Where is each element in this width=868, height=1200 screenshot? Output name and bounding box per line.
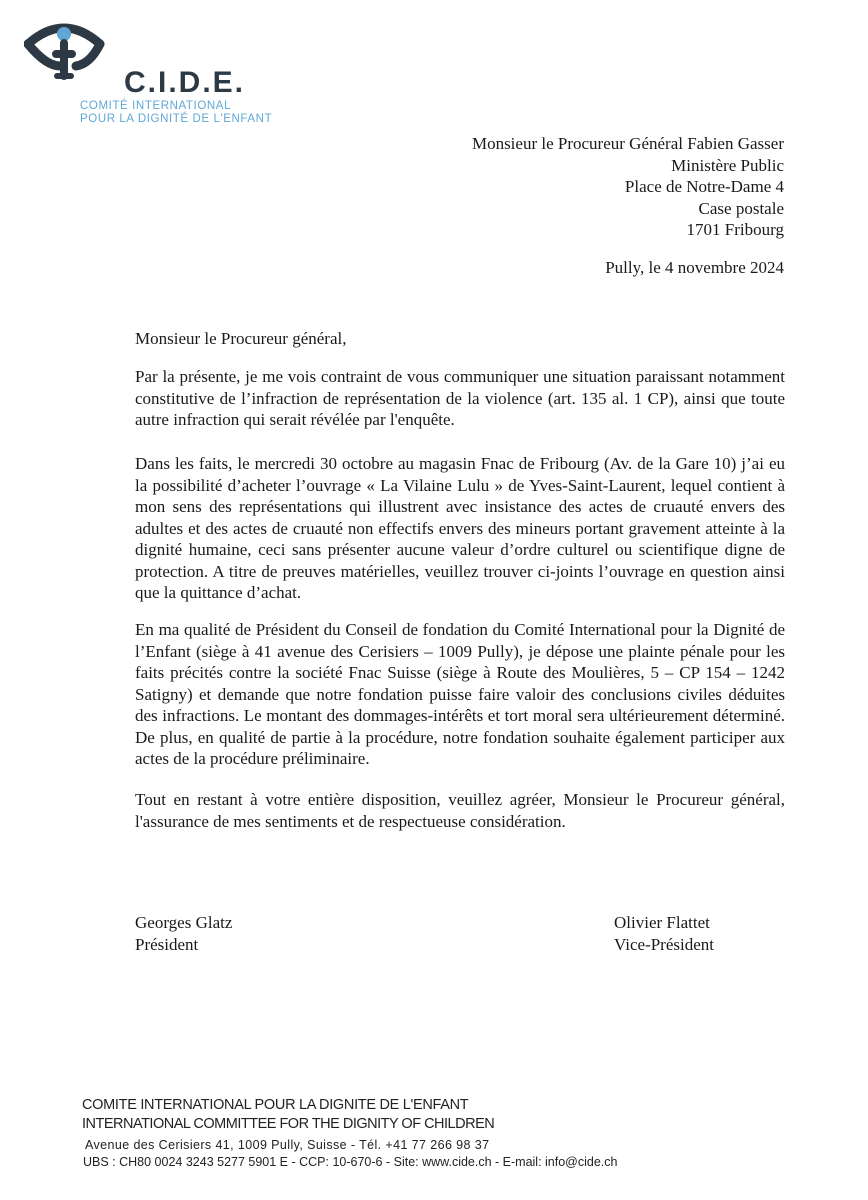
paragraph-4: Tout en restant à votre entière disposition, veuillez agréer, Monsieur le Procureur général, l'assurance de mes sentiments et de respectueuse considération. (135, 790, 785, 831)
recipient-street: Place de Notre-Dame 4 (624, 177, 784, 196)
organization-subtitle (80, 100, 272, 126)
letter-footer (82, 1096, 617, 1171)
letter-date: Pully, le 4 novembre 2024 (605, 258, 784, 277)
letterhead-logo (24, 14, 304, 124)
signature-right (614, 912, 714, 955)
footer-address: Avenue des Cerisiers 41, 1009 Pully, Suisse - Tél. +41 77 266 98 37 (85, 1138, 490, 1152)
signatory-name-right: Olivier Flattet (614, 913, 710, 932)
eye-child-logo-icon (24, 14, 134, 84)
footer-name-en: INTERNATIONAL COMMITTEE FOR THE DIGNITY OF CHILDREN (82, 1116, 495, 1132)
signatory-title-right: Vice-Président (614, 934, 714, 954)
recipient-office: Ministère Public (671, 155, 784, 175)
paragraph-2: Dans les faits, le mercredi 30 octobre au magasin Fnac de Fribourg (Av. de la Gare 10) j’ai eu la possibilité d’acheter l’ouvrage « La Vilaine Lulu » de Yves-Saint-Laurent, lequel contient à mon sens des représentations qui illustrent avec insistance des actes de cruauté envers des adultes et des actes de cruauté non effectifs envers des mineurs portant gravement atteinte à la dignité humaine, ceci sans présenter aucune valeur d’ordre culturel ou scientifique digne de protection. A titre de preuves matérielles, veuillez trouver ci-joints l’ouvrage en question ainsi que la quittance d’achat. (135, 454, 785, 602)
organization-subtitle-line2: POUR LA DIGNITÉ DE L'ENFANT (80, 113, 273, 125)
salutation: Monsieur le Procureur général, (135, 329, 347, 348)
footer-bank-contact: UBS : CH80 0024 3243 5277 5901 E - CCP: 10-670-6 - Site: www.cide.ch - E-mail: info@cide.ch (83, 1155, 618, 1169)
recipient-city: 1701 Fribourg (686, 220, 784, 239)
paragraph-3: En ma qualité de Président du Conseil de fondation du Comité International pour la Dignité de l’Enfant (siège à 41 avenue des Cerisiers – 1009 Pully), je dépose une plainte pénale pour les faits précités contre la société Fnac Suisse (siège à Route des Moulières, 5 – CP 154 – 1242 Satigny) et demande que notre fondation puisse faire valoir des conclusions civiles déduites des infractions. Le montant des dommages-intérêts et tort moral sera ultérieurement déterminé. De plus, en qualité de partie à la procédure, notre fondation souhaite également participer aux actes de la procédure préliminaire. (135, 620, 785, 768)
signature-left (135, 912, 232, 955)
recipient-address (472, 133, 784, 241)
organization-acronym: C.I.D.E. (124, 66, 246, 99)
paragraph-1: Par la présente, je me vois contraint de vous communiquer une situation paraissant notamment constitutive de l’infraction de représentation de la violence (art. 135 al. 1 CP), ainsi que toute autre infraction qui serait révélée par l'enquête. (135, 367, 785, 429)
footer-name-fr: COMITE INTERNATIONAL POUR LA DIGNITE DE L'ENFANT (82, 1097, 469, 1113)
signatory-name-left: Georges Glatz (135, 913, 233, 932)
recipient-name: Monsieur le Procureur Général Fabien Gasser (471, 134, 784, 153)
signatory-title-left: Président (135, 934, 199, 954)
recipient-postbox: Case postale (698, 198, 784, 218)
organization-subtitle-line1: COMITÉ INTERNATIONAL (80, 100, 232, 112)
